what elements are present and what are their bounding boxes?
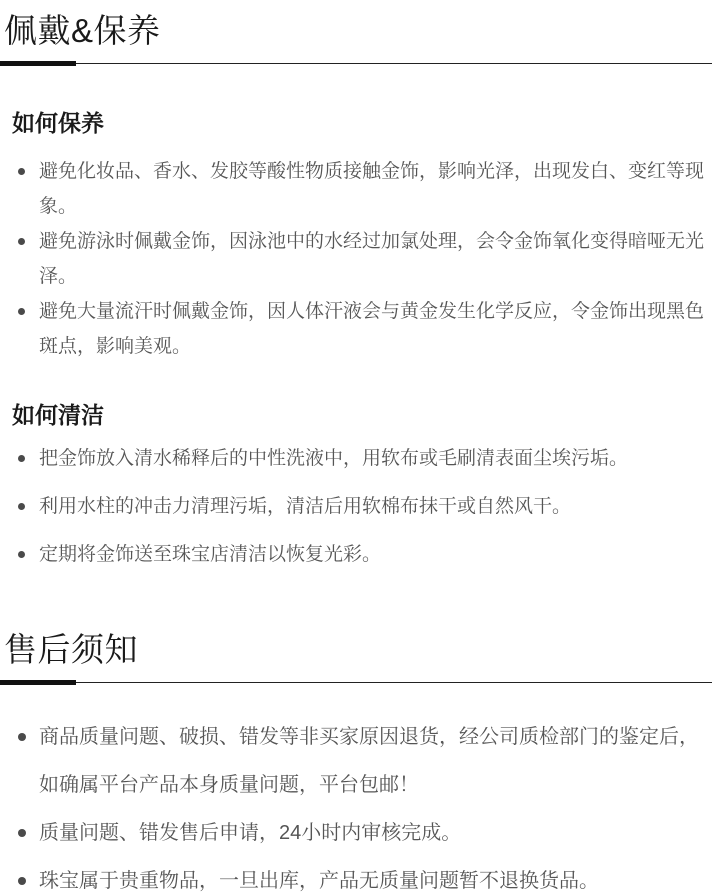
underline-thin-rule bbox=[0, 682, 712, 683]
list-item: 利用水柱的冲击力清理污垢，清洁后用软棉布抹干或自然风干。 bbox=[18, 489, 706, 524]
after-sales-bullet-list bbox=[18, 713, 706, 895]
underline-thin-rule bbox=[0, 63, 712, 64]
section-wear-care bbox=[4, 10, 706, 572]
underline-thick-accent bbox=[0, 61, 76, 66]
section-after-sales bbox=[4, 629, 706, 895]
section-title-underline bbox=[0, 61, 712, 66]
section-title-underline bbox=[0, 680, 712, 685]
list-item: 把金饰放入清水稀释后的中性洗液中，用软布或毛刷清表面尘埃污垢。 bbox=[18, 441, 706, 476]
subsection-heading-how-to-maintain: 如何保养 bbox=[12, 110, 104, 136]
list-item: 定期将金饰送至珠宝店清洁以恢复光彩。 bbox=[18, 537, 706, 572]
list-item: 避免游泳时佩戴金饰，因泳池中的水经过加氯处理，会令金饰氧化变得暗哑无光泽。 bbox=[18, 224, 706, 294]
clean-bullet-list bbox=[18, 441, 706, 572]
maintain-bullet-list bbox=[18, 154, 706, 364]
list-item: 避免化妆品、香水、发胶等酸性物质接触金饰，影响光泽，出现发白、变红等现象。 bbox=[18, 154, 706, 224]
subsection-heading-how-to-clean: 如何清洁 bbox=[12, 402, 104, 428]
list-item: 质量问题、错发售后申请，24小时内审核完成。 bbox=[18, 809, 706, 857]
section-title-wear-care: 佩戴&保养 bbox=[4, 12, 161, 49]
section-title-after-sales: 售后须知 bbox=[4, 631, 138, 668]
underline-thick-accent bbox=[0, 680, 76, 685]
list-item: 珠宝属于贵重物品，一旦出库，产品无质量问题暂不退换货品。 bbox=[18, 857, 706, 895]
list-item: 避免大量流汗时佩戴金饰，因人体汗液会与黄金发生化学反应，令金饰出现黑色斑点，影响美观。 bbox=[18, 294, 706, 364]
list-item: 商品质量问题、破损、错发等非买家原因退货，经公司质检部门的鉴定后，如确属平台产品本身质量问题，平台包邮！ bbox=[18, 713, 706, 809]
